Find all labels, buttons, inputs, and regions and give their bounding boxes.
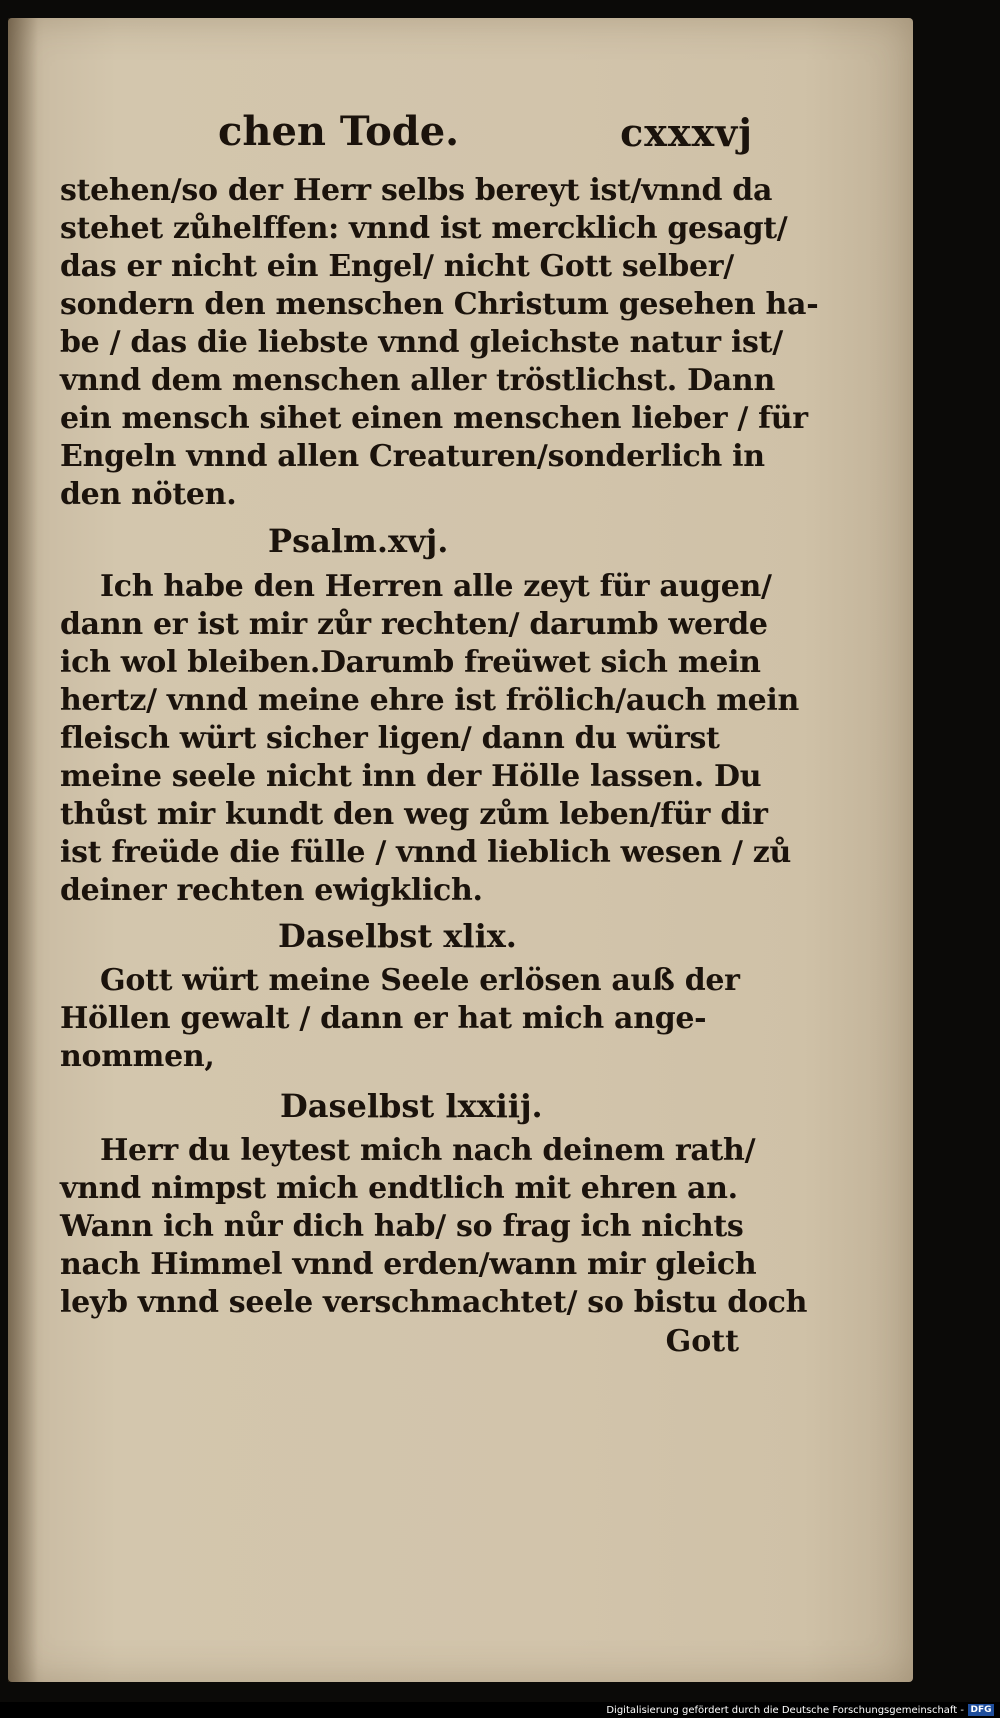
- text-line: be / das die liebste vnnd gleichste natur ist/: [60, 325, 783, 360]
- text-line: nach Himmel vnnd erden/wann mir gleich: [60, 1247, 757, 1282]
- catchword: Gott: [665, 1324, 739, 1359]
- text-line: den nöten.: [60, 477, 237, 512]
- text-line: leyb vnnd seele verschmachtet/ so bistu doch: [60, 1285, 808, 1320]
- text-line: Höllen gewalt / dann er hat mich ange-: [60, 1001, 707, 1036]
- text-line: ist freüde die fülle / vnnd lieblich wesen / zů: [60, 835, 791, 870]
- text-line: Engeln vnnd allen Creaturen/sonderlich in: [60, 439, 765, 474]
- text-line: Herr du leytest mich nach deinem rath/: [100, 1133, 756, 1168]
- text-line: fleisch würt sicher ligen/ dann du würst: [60, 721, 720, 756]
- funding-credit: Digitalisierung gefördert durch die Deutsche Forschungsgemeinschaft -: [606, 1705, 964, 1716]
- text-line: vnnd nimpst mich endtlich mit ehren an.: [60, 1171, 738, 1206]
- text-line: vnnd dem menschen aller tröstlichst. Dann: [60, 363, 775, 398]
- text-line: Ich habe den Herren alle zeyt für augen/: [100, 569, 772, 604]
- text-line: das er nicht ein Engel/ nicht Gott selber/: [60, 249, 734, 284]
- text-line: Wann ich nůr dich hab/ so frag ich nichts: [60, 1209, 744, 1244]
- text-line: stehen/so der Herr selbs bereyt ist/vnnd da: [60, 173, 773, 208]
- running-head: [60, 100, 753, 160]
- dfg-logo: DFG: [968, 1704, 994, 1716]
- text-line: nommen,: [60, 1039, 215, 1074]
- section-heading: Daselbst lxxiij.: [280, 1087, 543, 1125]
- text-line: meine seele nicht inn der Hölle lassen. Du: [60, 759, 762, 794]
- text-line: hertz/ vnnd meine ehre ist frölich/auch mein: [60, 683, 800, 718]
- text-line: stehet zůhelffen: vnnd ist mercklich gesagt/: [60, 211, 788, 246]
- text-line: thůst mir kundt den weg zům leben/für dir: [60, 797, 768, 832]
- section-heading: Psalm.xvj.: [268, 522, 449, 560]
- text-line: deiner rechten ewigklich.: [60, 873, 483, 908]
- folio-number: cxxxvj: [620, 110, 753, 155]
- text-line: Gott würt meine Seele erlösen auß der: [100, 963, 740, 998]
- footer-bar: [0, 1702, 1000, 1718]
- text-line: ich wol bleiben.Darumb freüwet sich mein: [60, 645, 761, 680]
- text-line: sondern den menschen Christum gesehen ha-: [60, 287, 819, 322]
- text-line: dann er ist mir zůr rechten/ darumb werde: [60, 607, 768, 642]
- book-page: [8, 18, 913, 1682]
- running-head-title: chen Tode.: [218, 108, 460, 155]
- spine-shadow: [8, 18, 38, 1682]
- section-heading: Daselbst xlix.: [278, 917, 517, 955]
- text-line: ein mensch sihet einen menschen lieber / für: [60, 401, 808, 436]
